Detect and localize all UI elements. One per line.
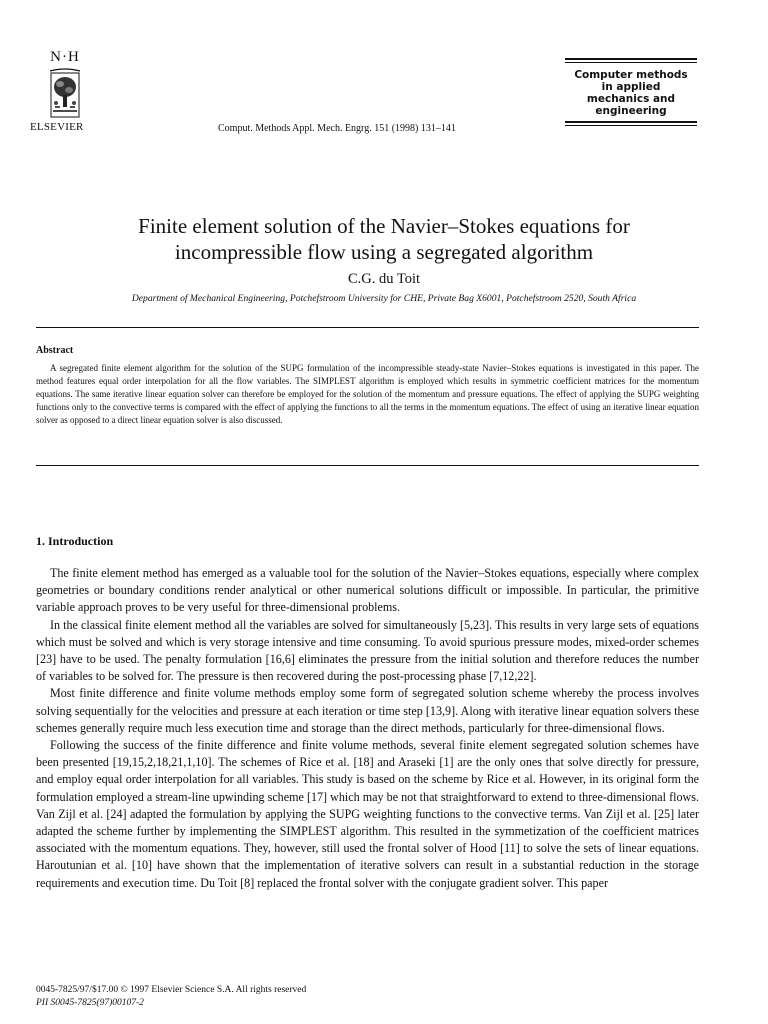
page-footer — [36, 984, 306, 1010]
journal-rule-bottom-thin — [565, 125, 697, 126]
journal-title-line: in applied — [601, 81, 661, 93]
journal-title-line: engineering — [595, 105, 667, 117]
author-name: C.G. du Toit — [347, 271, 421, 287]
journal-title — [565, 63, 697, 121]
pii-line: PII S0045-7825(97)00107-2 — [36, 998, 144, 1008]
paragraph: In the classical finite element method all the variables are solved for simultaneously [5,23]. This results in very large sets of equations which must be solved and which is very storage intensive and time consuming. To avoid spurious pressure modes, mixed-order schemes [23] have to be used. The penalty formulation [16,6] eliminates the pressure from the initial solution and therefore reduces the number of variables to be solved for. The pressure is then recovered during the post-processing phase [7,12,22]. — [36, 617, 699, 684]
elsevier-tree-icon — [48, 67, 82, 119]
abstract-heading: Abstract — [36, 345, 74, 356]
publisher-mark: N·H — [50, 49, 80, 65]
journal-title-box — [565, 58, 697, 126]
copyright-line: 0045-7825/97/$17.00 © 1997 Elsevier Science S.A. All rights reserved — [36, 985, 307, 995]
paragraph: Following the success of the finite difference and finite volume methods, several finite element segregated solution schemes have been presented [19,15,2,18,21,1,10]. The schemes of Rice et al. [18] and Araseki [1] are the only ones that solve directly for pressure, and employ equal order interpolation for all variables. This study is based on the scheme by Rice et al. However, in its original form the formulation employed a stream-line upwinding scheme [17] which may be not that straightforward to extend to three-dimensional flows. Van Zijl et al. [24] adapted the formulation by applying the SUPG weighting functions to the convective terms. Van Zijl et al. [25] later adapted the scheme further by implementing the SIMPLEST algorithm. This resulted in the symmetization of the coefficient matrices associated with the momentum equations. They, however, still used the frontal solver of Hood [11] to solve the sets of linear equations. Haroutunian et al. [10] have shown that the implementation of iterative solvers can result in a substantial reduction in the storage requirements and execution time. Du Toit [8] replaced the frontal solver with the conjugate gradient solver. This paper — [36, 738, 699, 890]
paragraph: Most finite difference and finite volume methods employ some form of segregated solution scheme whereby the process involves solving sequentially for the velocities and pressure at each iteration or time step [13,9]. Along with iterative linear equation solvers these schemes generally require much less execution time and storage than the direct methods, particularly for three-dimensional flows. — [36, 686, 699, 735]
abstract-text: A segregated finite element algorithm for the solution of the SUPG formulation of the incompressible steady-state Navier–Stokes equations is investigated in this paper. The method features equal order interpolation for all the flow variables. The SIMPLEST algorithm is employed which results in symmetric coefficient matrices for the momentum equations. The same iterative linear equation solver can therefore be employed for the solution of the momentum and pressure equations. The effect of applying the SUPG weighting functions only to the convective terms is compared with the effect of applying the functions to all the terms in the momentum equations. The effect of using an iterative linear equation solver as opposed to a direct linear equation solver is also discussed. — [36, 363, 699, 425]
journal-rule-bottom — [565, 121, 697, 123]
article-title-line-2: incompressible flow using a segregated algorithm — [174, 240, 594, 264]
divider-top — [36, 327, 699, 328]
publisher-name: ELSEVIER — [30, 121, 84, 133]
section-heading-introduction: 1. Introduction — [36, 534, 114, 548]
journal-rule-top — [565, 58, 697, 60]
publisher-logo — [30, 50, 100, 133]
journal-title-line: mechanics and — [586, 93, 676, 105]
author-affiliation: Department of Mechanical Engineering, Potchefstroom University for CHE, Private Bag X6001, Potchefstroom 2520, South Africa — [131, 293, 637, 304]
paragraph: The finite element method has emerged as a valuable tool for the solution of the Navier–Stokes equations, especially where complex geometries or boundary conditions render analytical or other numerical solutions difficult or impossible. In particular, the primitive variable approach proves to be very useful for three-dimensional problems. — [36, 566, 699, 615]
divider-bottom — [36, 465, 699, 466]
citation-line: Comput. Methods Appl. Mech. Engrg. 151 (1998) 131–141 — [218, 123, 456, 134]
article-title-line-1: Finite element solution of the Navier–Stokes equations for — [138, 214, 630, 238]
journal-title-line: Computer methods — [574, 69, 688, 81]
introduction-body — [36, 565, 699, 892]
